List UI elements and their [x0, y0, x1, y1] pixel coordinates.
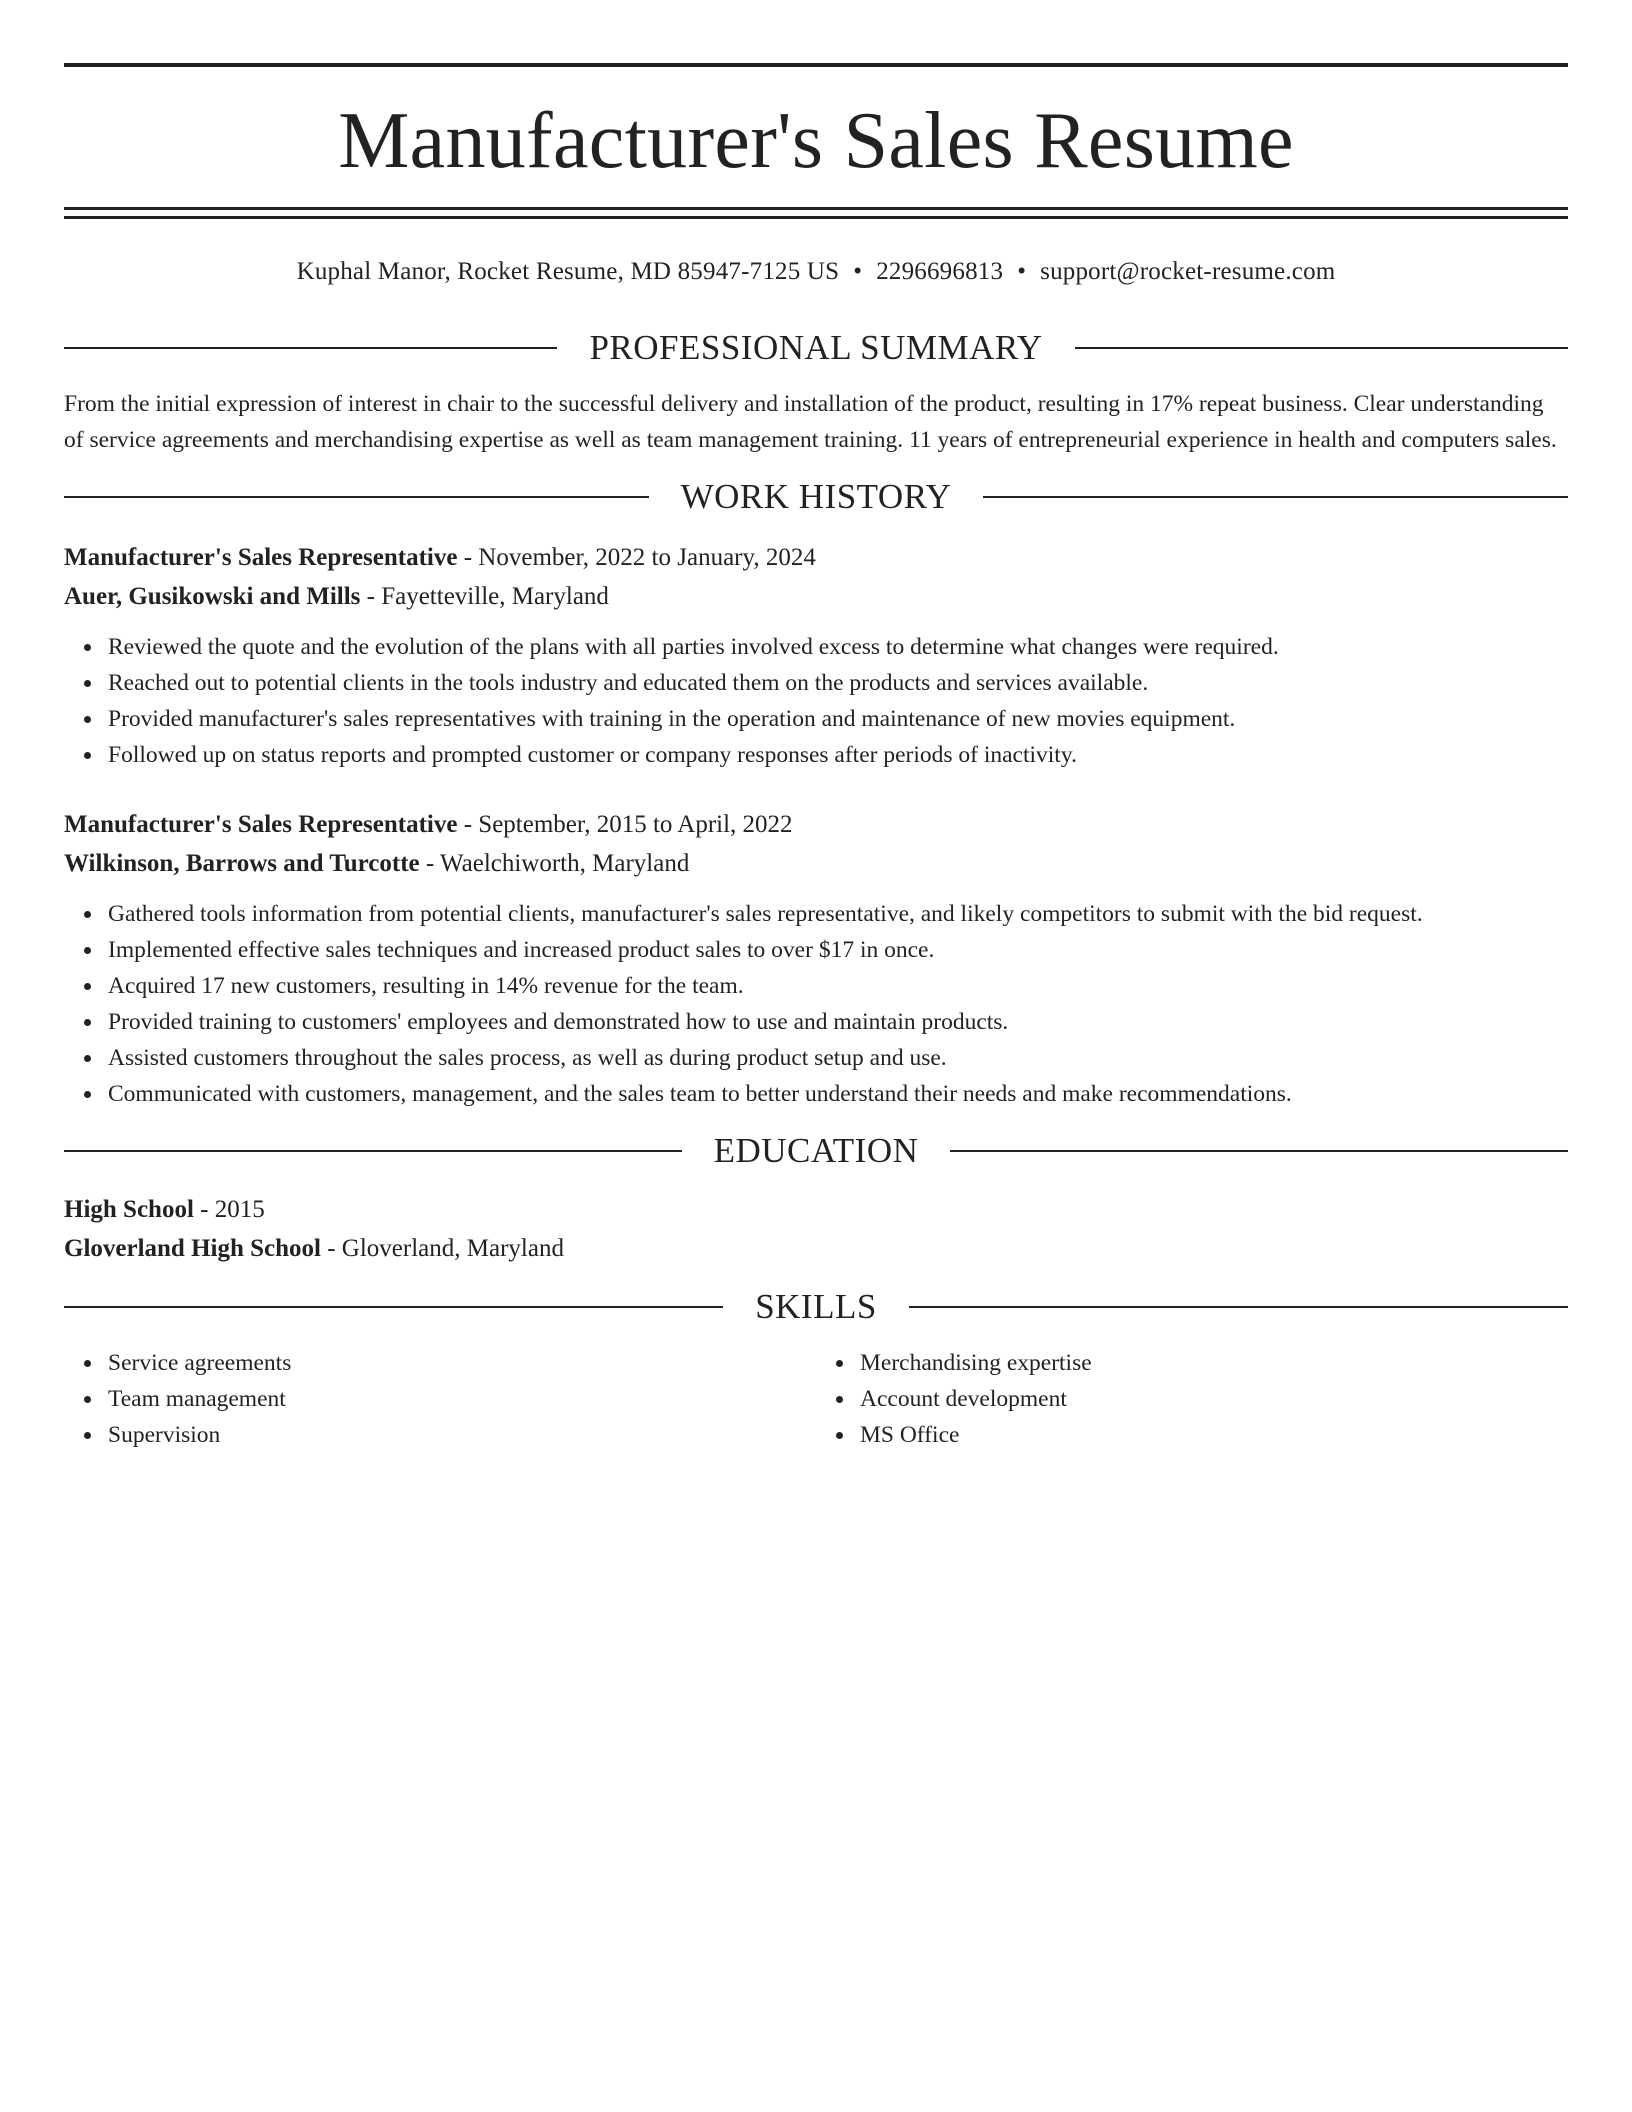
- job-company: Wilkinson, Barrows and Turcotte: [64, 850, 420, 877]
- list-item: Communicated with customers, management, and the sales team to better understand their needs and make recommendations.: [108, 1076, 1568, 1112]
- contact-separator: •: [853, 258, 863, 285]
- section-title: SKILLS: [755, 1287, 877, 1326]
- title-double-rule: [64, 207, 1568, 219]
- list-item: Provided manufacturer's sales representatives with training in the operation and maintenance of new movies equipment.: [108, 701, 1568, 737]
- section-title: PROFESSIONAL SUMMARY: [589, 328, 1043, 367]
- list-item: Acquired 17 new customers, resulting in 14% revenue for the team.: [108, 968, 1568, 1004]
- heading-rule-right: [909, 1306, 1568, 1308]
- list-item: Assisted customers throughout the sales process, as well as during product setup and use.: [108, 1040, 1568, 1076]
- section-heading-work: [64, 475, 1568, 519]
- skill-item: Account development: [860, 1381, 1568, 1417]
- skill-item: Supervision: [108, 1417, 816, 1453]
- education-entry: [64, 1190, 1568, 1268]
- degree-line: [64, 1190, 1568, 1229]
- skill-item: MS Office: [860, 1417, 1568, 1453]
- skill-item: Merchandising expertise: [860, 1345, 1568, 1381]
- job-title: Manufacturer's Sales Representative: [64, 544, 458, 571]
- job-dates: - September, 2015 to April, 2022: [457, 811, 793, 838]
- page-title: Manufacturer's Sales Resume: [338, 97, 1294, 185]
- job-title-line: [64, 805, 1568, 844]
- skills-list: [64, 1345, 1568, 1453]
- list-item: Provided training to customers' employees and demonstrated how to use and maintain products.: [108, 1004, 1568, 1040]
- job-company-line: [64, 577, 1568, 616]
- summary-text: From the initial expression of interest in chair to the successful delivery and installation of the product, resulting in 17% repeat business. Clear understanding of service agreements and merchandising expertise as well as team management training. 11 years of entrepreneurial experience in health and computers sales.: [64, 391, 1557, 453]
- job-bullets: [64, 896, 1568, 1112]
- job-dates: - November, 2022 to January, 2024: [457, 544, 816, 571]
- list-item: Implemented effective sales techniques and increased product sales to over $17 in once.: [108, 932, 1568, 968]
- contact-email: support@rocket-resume.com: [1040, 258, 1336, 285]
- job-entry: [64, 805, 1568, 1112]
- contact-separator: •: [1017, 258, 1027, 285]
- contact-address: Kuphal Manor, Rocket Resume, MD 85947-7125 US: [296, 258, 840, 285]
- heading-rule-right: [983, 496, 1568, 498]
- section-title: EDUCATION: [713, 1131, 919, 1170]
- job-company: Auer, Gusikowski and Mills: [64, 583, 361, 610]
- contact-phone: 2296696813: [876, 258, 1004, 285]
- section-heading-education: [64, 1129, 1568, 1173]
- heading-rule-left: [64, 496, 649, 498]
- contact-line: [64, 256, 1568, 288]
- job-title-line: [64, 538, 1568, 577]
- skills-column-right: [816, 1345, 1568, 1453]
- list-item: Followed up on status reports and prompted customer or company responses after periods of inactivity.: [108, 737, 1568, 773]
- school-line: [64, 1229, 1568, 1268]
- heading-rule-left: [64, 347, 557, 349]
- job-bullets: [64, 629, 1568, 773]
- list-item: Reached out to potential clients in the tools industry and educated them on the products and services available.: [108, 665, 1568, 701]
- job-location: - Waelchiworth, Maryland: [419, 850, 690, 877]
- heading-rule-right: [950, 1150, 1568, 1152]
- section-heading-skills: [64, 1285, 1568, 1329]
- list-item: Gathered tools information from potential clients, manufacturer's sales representative, and likely competitors to submit with the bid request.: [108, 896, 1568, 932]
- education-year: - 2015: [193, 1196, 265, 1223]
- job-entry: [64, 538, 1568, 773]
- school-name: Gloverland High School: [64, 1235, 321, 1262]
- heading-rule-right: [1075, 347, 1568, 349]
- section-title: WORK HISTORY: [680, 477, 952, 516]
- job-location: - Fayetteville, Maryland: [360, 583, 609, 610]
- list-item: Reviewed the quote and the evolution of the plans with all parties involved excess to determine what changes were required.: [108, 629, 1568, 665]
- job-company-line: [64, 844, 1568, 883]
- heading-rule-left: [64, 1306, 723, 1308]
- skill-item: Service agreements: [108, 1345, 816, 1381]
- degree: High School: [64, 1196, 194, 1223]
- skill-item: Team management: [108, 1381, 816, 1417]
- job-title: Manufacturer's Sales Representative: [64, 811, 458, 838]
- section-heading-summary: [64, 326, 1568, 370]
- school-location: - Gloverland, Maryland: [320, 1235, 564, 1262]
- heading-rule-left: [64, 1150, 682, 1152]
- skills-column-left: [64, 1345, 816, 1453]
